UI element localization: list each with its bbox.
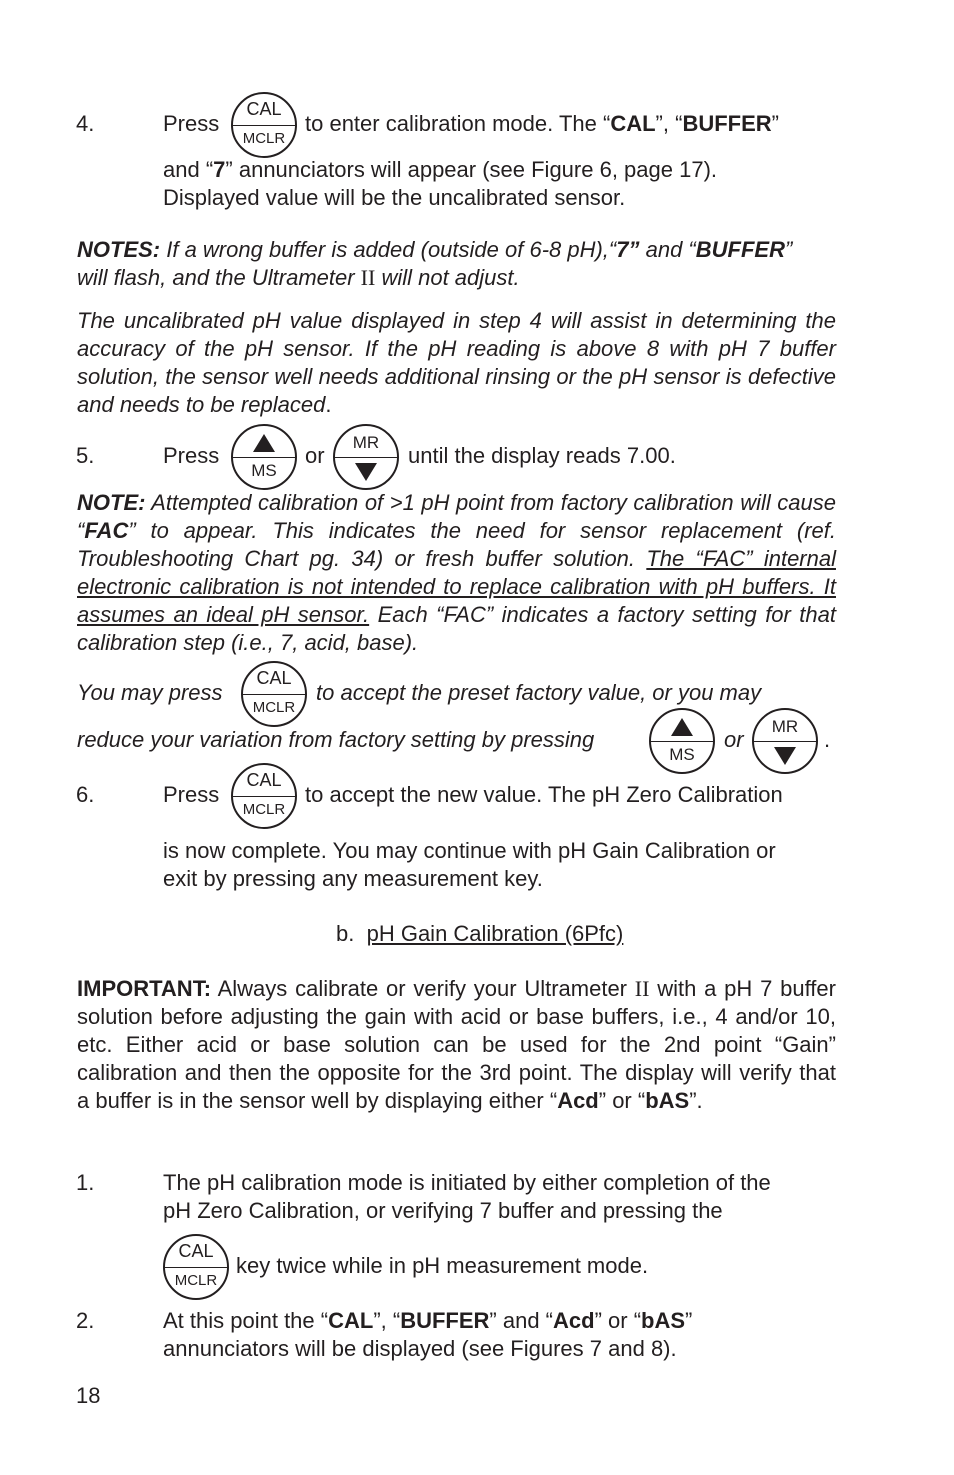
cal-mclr-key [163, 1234, 229, 1300]
step-4-press: Press [163, 111, 220, 136]
item-1-line-3: key twice while in pH measurement mode. [236, 1253, 649, 1278]
step-6-line-1: to accept the new value. The pH Zero Calibration [305, 782, 783, 807]
key-label-mclr: MCLR [242, 130, 286, 147]
may-press-text: You may press [77, 680, 223, 705]
item-2-line-1: At this point the “CAL”, “BUFFER” and “Acd” or “bAS” [163, 1308, 693, 1333]
key-label-ms: MS [251, 461, 277, 480]
reduce-or: or [724, 727, 744, 752]
up-arrow-icon [253, 434, 275, 452]
step-5-number: 5. [76, 443, 95, 468]
notes-paragraph-uncalibrated: The uncalibrated pH value displayed in step 4 will assist in determining the accuracy of the pH sensor. If the pH reading is above 8 with pH 7 buffer solution, the sensor well needs additional rinsing or the pH sensor is defective and needs to be replaced. [77, 308, 836, 417]
key-label-mr: MR [771, 717, 799, 736]
key-label-cal: CAL [256, 668, 292, 688]
cal-mclr-key [241, 661, 307, 727]
step-6-press: Press [163, 782, 220, 807]
item-2-line-2: annunciators will be displayed (see Figures 7 and 8). [163, 1336, 677, 1361]
down-arrow-icon [355, 463, 377, 481]
down-arrow-icon [774, 747, 796, 765]
key-label-cal: CAL [246, 99, 282, 119]
section-heading: b. pH Gain Calibration (6Pfc) [336, 921, 624, 946]
key-label-mclr: MCLR [242, 801, 286, 818]
note-fac-paragraph: NOTE: Attempted calibration of >1 pH point from factory calibration will cause “FAC” to appear. This indicates the need for sensor replacement (ref. Troubleshooting Chart pg. 34) or fresh buffer solution. The “FAC” internal electronic calibration is not intended to replace calibration with pH buffers. It assumes an ideal pH sensor. Each “FAC” indicates a factory setting for that calibration step (i.e., 7, acid, base). [77, 490, 836, 655]
mr-down-key [752, 708, 818, 774]
up-arrow-icon [671, 718, 693, 736]
step-5-press: Press [163, 443, 220, 468]
item-1-line-1: The pH calibration mode is initiated by either completion of the [163, 1170, 771, 1195]
cal-mclr-key [231, 92, 297, 158]
step-4-line-1: to enter calibration mode. The “CAL”, “BUFFER” [305, 111, 779, 136]
step-6-line-3: exit by pressing any measurement key. [163, 866, 543, 891]
important-paragraph: IMPORTANT: Always calibrate or verify your Ultrameter II with a pH 7 buffer solution before adjusting the gain with acid or base buffers, i.e., 4 and/or 10, etc. Either acid or base solution can be used for the 2nd point “Gain” calibration and then the opposite for the 3rd point. The display will verify that a buffer is in the sensor well by displaying either “Acd” or “bAS”. [77, 976, 836, 1113]
reduce-variation-text: reduce your variation from factory setting by pressing [77, 727, 595, 752]
may-press-after: to accept the preset factory value, or you may [316, 680, 762, 705]
up-ms-key [231, 424, 297, 490]
item-1-line-2: pH Zero Calibration, or verifying 7 buffer and pressing the [163, 1198, 723, 1223]
reduce-period: . [824, 727, 831, 752]
step-6-number: 6. [76, 782, 95, 807]
step-6-line-2: is now complete. You may continue with pH Gain Calibration or [163, 838, 776, 863]
mr-down-key [333, 424, 399, 490]
key-label-mclr: MCLR [174, 1272, 218, 1289]
step-4-line-2: and “7” annunciators will appear (see Figure 6, page 17). [163, 157, 718, 182]
step-4-number: 4. [76, 111, 95, 136]
key-label-ms: MS [669, 745, 695, 764]
step-5-after: until the display reads 7.00. [408, 443, 676, 468]
key-label-mr: MR [352, 433, 380, 452]
up-ms-key [649, 708, 715, 774]
key-label-cal: CAL [178, 1241, 214, 1261]
step-5-or: or [305, 443, 325, 468]
notes-line-2: will flash, and the Ultrameter II will not adjust. [77, 265, 520, 290]
step-4-line-3: Displayed value will be the uncalibrated sensor. [163, 185, 626, 210]
key-label-cal: CAL [246, 770, 282, 790]
page-number: 18 [76, 1383, 101, 1408]
cal-mclr-key [231, 763, 297, 829]
notes-line-1: NOTES: If a wrong buffer is added (outside of 6-8 pH),“7” and “BUFFER” [77, 237, 793, 262]
item-1-number: 1. [76, 1170, 95, 1195]
key-label-mclr: MCLR [252, 699, 296, 716]
item-2-number: 2. [76, 1308, 95, 1333]
